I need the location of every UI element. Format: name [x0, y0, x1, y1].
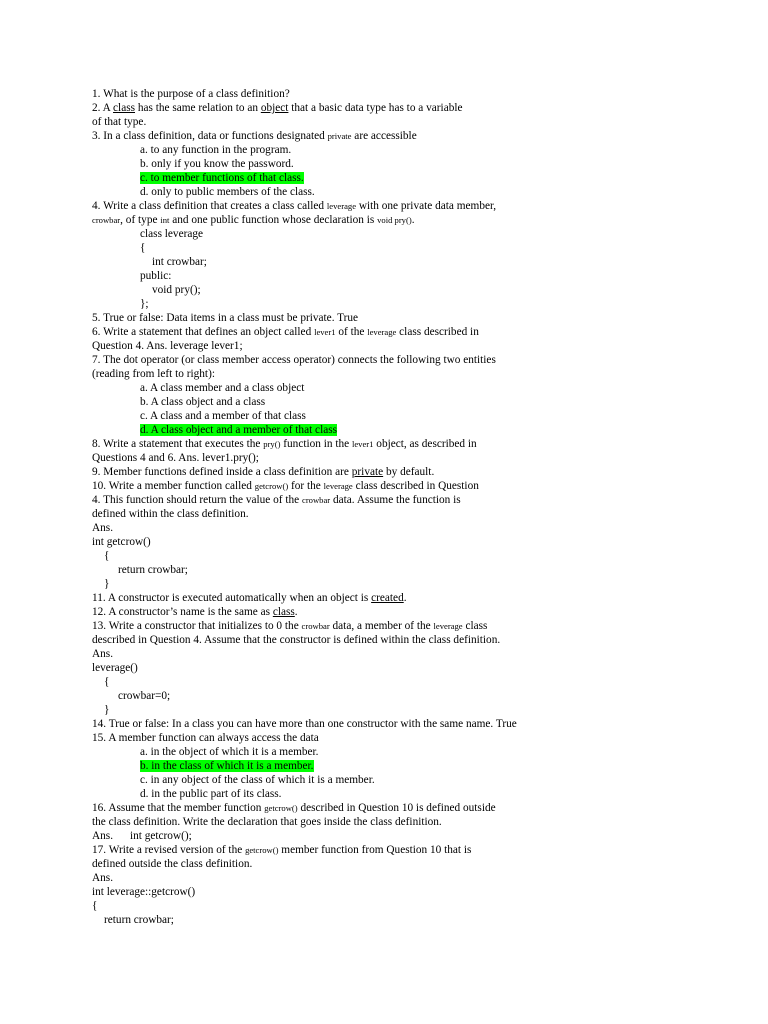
question-15-option-d: d. in the public part of its class.	[140, 788, 282, 800]
answer-label: Ans.	[92, 872, 114, 884]
question-2: 2. A class has the same relation to an object that a basic data type has to a variable	[92, 102, 463, 114]
code-line: int crowbar;	[152, 256, 207, 268]
code-line: return crowbar;	[104, 914, 174, 926]
question-8-cont: Questions 4 and 6. Ans. lever1.pry();	[92, 452, 259, 464]
question-1: 1. What is the purpose of a class definition?	[92, 88, 290, 100]
question-13: 13. Write a constructor that initializes to 0 the crowbar data, a member of the leverage class	[92, 620, 488, 632]
question-list	[92, 87, 712, 927]
answer-label: Ans.	[92, 522, 114, 534]
question-17: 17. Write a revised version of the getcrow() member function from Question 10 that is	[92, 844, 472, 856]
code-line: };	[140, 298, 149, 310]
question-8: 8. Write a statement that executes the pry() function in the lever1 object, as described in	[92, 438, 477, 450]
question-7-option-b: b. A class object and a class	[140, 396, 266, 408]
question-16: 16. Assume that the member function getcrow() described in Question 10 is defined outside	[92, 802, 496, 814]
code-line: crowbar=0;	[118, 690, 171, 702]
code-line: class leverage	[140, 228, 204, 240]
question-10-cont: defined within the class definition.	[92, 508, 249, 520]
question-15-option-a: a. in the object of which it is a member.	[140, 746, 319, 758]
question-5: 5. True or false: Data items in a class must be private. True	[92, 312, 359, 324]
question-10-cont: 4. This function should return the value of the crowbar data. Assume the function is	[92, 494, 461, 506]
question-15: 15. A member function can always access the data	[92, 732, 319, 744]
question-7-option-c: c. A class and a member of that class	[140, 410, 306, 422]
code-line: leverage()	[92, 662, 138, 674]
question-12: 12. A constructor’s name is the same as class.	[92, 606, 298, 618]
question-15-option-c: c. in any object of the class of which it is a member.	[140, 774, 375, 786]
question-11: 11. A constructor is executed automatically when an object is created.	[92, 592, 407, 604]
question-7-cont: (reading from left to right):	[92, 368, 215, 380]
code-line: int getcrow()	[92, 536, 151, 548]
question-10: 10. Write a member function called getcrow() for the leverage class described in Question	[92, 480, 479, 492]
code-line: {	[104, 550, 110, 562]
code-line: }	[104, 704, 110, 716]
question-7: 7. The dot operator (or class member access operator) connects the following two entities	[92, 354, 496, 366]
question-15-option-b	[92, 759, 712, 773]
question-3-option-d: d. only to public members of the class.	[140, 186, 315, 198]
highlighted-answer: d. A class object and a member of that class	[140, 424, 338, 436]
question-6: 6. Write a statement that defines an object called lever1 of the leverage class described in	[92, 326, 479, 338]
question-3: 3. In a class definition, data or functions designated private are accessible	[92, 130, 417, 142]
code-line: void pry();	[152, 284, 201, 296]
question-17-cont: defined outside the class definition.	[92, 858, 253, 870]
question-7-option-a: a. A class member and a class object	[140, 382, 305, 394]
question-3-option-b: b. only if you know the password.	[140, 158, 294, 170]
answer-line: Ans. int getcrow();	[92, 830, 192, 842]
highlighted-answer: c. to member functions of that class.	[140, 172, 304, 184]
question-4-cont: crowbar, of type int and one public function whose declaration is void pry().	[92, 214, 415, 226]
code-line: {	[92, 900, 98, 912]
code-line: int leverage::getcrow()	[92, 886, 196, 898]
answer-label: Ans.	[92, 648, 114, 660]
code-line: {	[104, 676, 110, 688]
question-3-option-a: a. to any function in the program.	[140, 144, 292, 156]
highlighted-answer: b. in the class of which it is a member.	[140, 760, 314, 772]
code-line: return crowbar;	[118, 564, 188, 576]
question-4: 4. Write a class definition that creates a class called leverage with one private data member,	[92, 200, 497, 212]
question-14: 14. True or false: In a class you can have more than one constructor with the same name. True	[92, 718, 517, 730]
code-line: }	[104, 578, 110, 590]
question-3-option-c	[92, 171, 712, 185]
question-6-cont: Question 4. Ans. leverage lever1;	[92, 340, 243, 352]
question-9: 9. Member functions defined inside a class definition are private by default.	[92, 466, 435, 478]
code-line: {	[140, 242, 146, 254]
code-line: public:	[140, 270, 172, 282]
question-7-option-d	[92, 423, 712, 437]
question-16-cont: the class definition. Write the declaration that goes inside the class definition.	[92, 816, 442, 828]
question-13-cont: described in Question 4. Assume that the constructor is defined within the class definition.	[92, 634, 501, 646]
question-2-cont: of that type.	[92, 116, 147, 128]
